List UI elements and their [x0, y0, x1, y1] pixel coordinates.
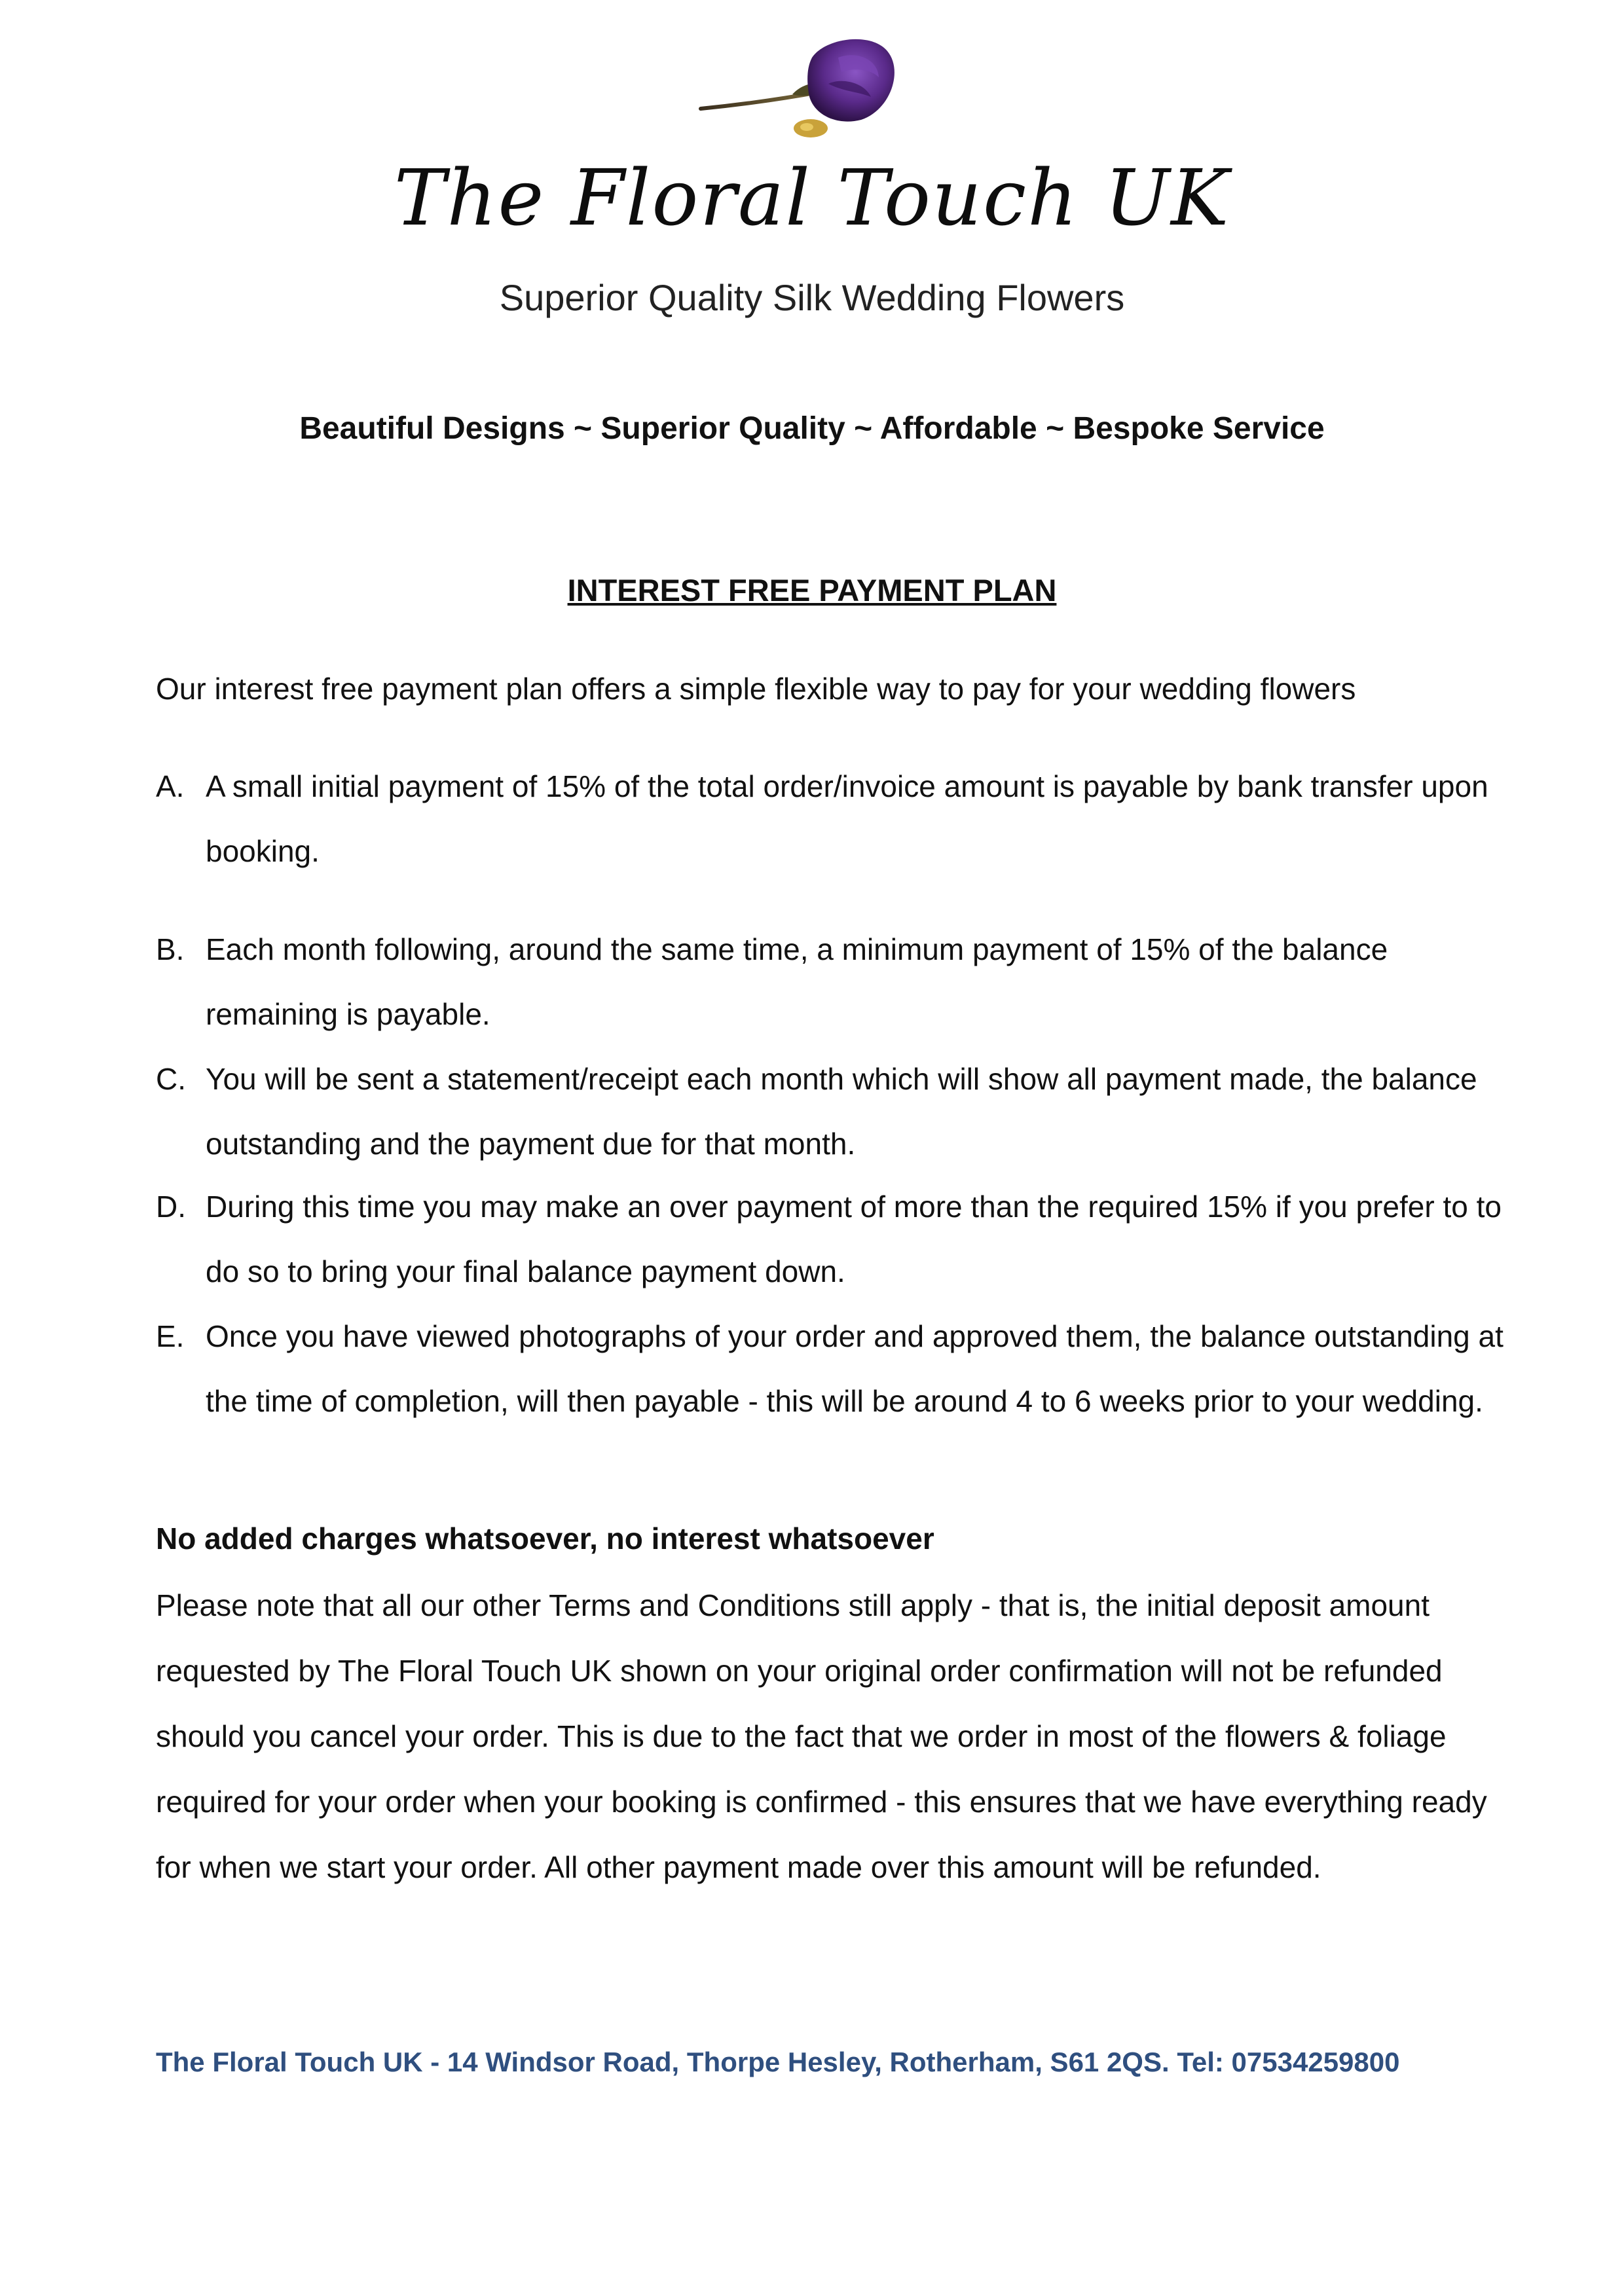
list-item-letter: E.	[156, 1319, 185, 1353]
list-item-letter: B.	[156, 932, 185, 966]
list-item-text: You will be sent a statement/receipt each month which will show all payment made, the balance outstanding and the payment due for that month.	[206, 1062, 1477, 1161]
footer-address: The Floral Touch UK - 14 Windsor Road, Thorpe Hesley, Rotherham, S61 2QS. Tel: 07534259800	[156, 2047, 1400, 2077]
list-item-text: A small initial payment of 15% of the total order/invoice amount is payable by bank transfer upon booking.	[206, 769, 1488, 868]
list-item-text: Once you have viewed photographs of your order and approved them, the balance outstanding at the time of completion, will then payable - this will be around 4 to 6 weeks prior to your wedding.	[206, 1319, 1504, 1418]
tagline: Beautiful Designs ~ Superior Quality ~ Affordable ~ Bespoke Service	[299, 411, 1325, 446]
brand-name: The Floral Touch UK	[394, 153, 1230, 243]
purple-rose-icon	[694, 31, 917, 149]
list-item-text: During this time you may make an over payment of more than the required 15% if you prefer to to do so to bring your final balance payment down.	[206, 1190, 1502, 1288]
list-item-text: Each month following, around the same time, a minimum payment of 15% of the balance remaining is payable.	[206, 932, 1388, 1031]
list-item-letter: D.	[156, 1190, 186, 1224]
list-item-letter: A.	[156, 769, 185, 803]
no-charges-statement: No added charges whatsoever, no interest whatsoever	[156, 1522, 934, 1556]
terms-note: Please note that all our other Terms and Conditions still apply - that is, the initial deposit amount requested by The Floral Touch UK shown on your original order confirmation will not be refunded should you cancel your order. This is due to the fact that we order in most of the flowers & foliage required for your order when your booking is confirmed - this ensures that we have everything ready for when we start your order. All other payment made over this amount will be refunded.	[156, 1588, 1487, 1884]
page-title: INTEREST FREE PAYMENT PLAN	[567, 573, 1057, 608]
intro-paragraph: Our interest free payment plan offers a simple flexible way to pay for your wedding flowers	[156, 672, 1356, 706]
brand-subtitle: Superior Quality Silk Wedding Flowers	[499, 277, 1125, 318]
list-item-letter: C.	[156, 1062, 186, 1096]
